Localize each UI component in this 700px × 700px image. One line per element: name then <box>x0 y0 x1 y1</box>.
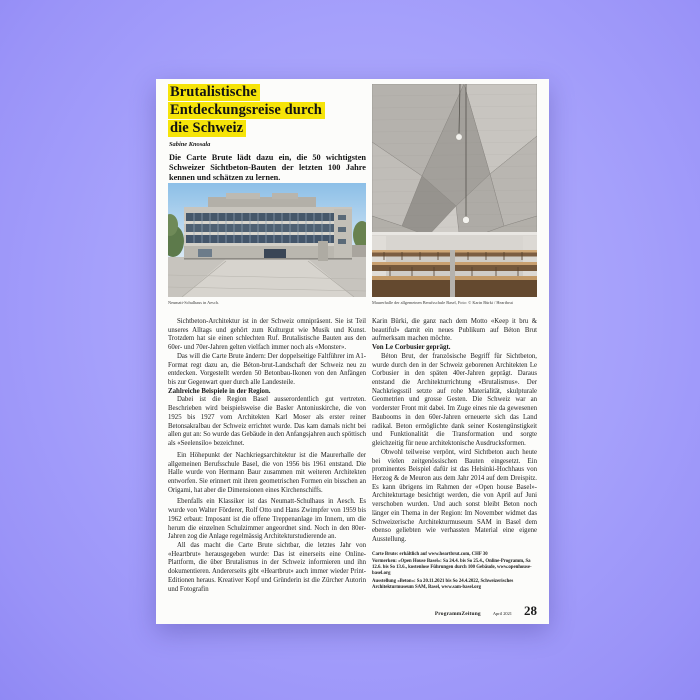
author-byline: Sabine Knosala <box>169 141 211 148</box>
article-column-left <box>168 318 366 594</box>
page-footer <box>435 604 537 617</box>
magazine-page <box>156 79 549 624</box>
headline-line-2: Entdeckungsreise durch <box>168 102 325 119</box>
paragraph: Béton Brut, der französische Begriff für Sichtbeton, wurde durch den in der Schweiz geborenen Architekten Le Corbusier in den späten 40er-Jahren geprägt. Daraus entstand die Architekturrichtung «Brutalismus». Der Nachkriegsstil setzte auf rohe Materialität, skulpturale Geometrien und grosse Gesten. Die Schweiz war an vorderster Front mit dabei. Im Zuge eines nie da gewesenen Baubooms in den 60er-Jahren erneuerte sich das Land radikal. Beton ermöglichte dank seiner Kostengünstigkeit und Funktionalität die Transformation und sorgte gleichzeitig für neue architektonische Ausdrucksformen. <box>372 352 537 448</box>
paragraph: Ein Höhepunkt der Nachkriegsarchitektur ist die Maurerhalle der allgemeinen Berufsschule Basel, die von 1956 bis 1961 entstand. Die Halle wurde von Hermann Baur zusammen mit weiteren Architekten entworfen. Sie erinnert mit ihren geometrischen Formen ein bisschen an Origami, hat aber die Dimensionen eines Kirchenschiffs. <box>168 451 366 494</box>
paragraph-continuation: Karin Bürki, die ganz nach dem Motto «Keep it bru & beautiful» damit ein neues Publikum auf Béton Brut aufmerksam machen möchte. <box>372 318 537 343</box>
paragraph: Ebenfalls ein Klassiker ist das Neumatt-Schulhaus in Aesch. Es wurde von Walter Förderer, Rolf Otto und Hans Zwimpfer von 1959 bis 1962 erbaut: Imposant ist die offene Treppenanlage im Innern, um die herum die einzelnen Schulzimmer angeordnet sind. Noch in den 80er-Jahren zog die Anlage regelmässig Architekturstudierende an. <box>168 498 366 541</box>
lead-paragraph: Die Carte Brute lädt dazu ein, die 50 wichtigsten Schweizer Sichtbeton-Bauten der letzten 100 Jahre kennen und schätzen zu lernen. <box>169 153 366 183</box>
page-number: 28 <box>524 603 537 618</box>
article-headline <box>168 84 368 138</box>
headline-line-1: Brutalistische <box>168 84 260 101</box>
school-building-photo <box>168 183 366 297</box>
info-box <box>372 552 537 591</box>
info-entry-open-house: Vormerken: «Open House Basel»: Sa 24.4. bis So 25.4., Online-Programm, Sa 12.6. bis So 13.6., kostenlose Führungen durch 100 Gebäude, www.openhouse-basel.org <box>372 559 532 577</box>
plaza-ground <box>168 257 366 297</box>
paragraph: All das macht die Carte Brute sichtbar, die letztes Jahr von «Heartbrut» herausgegeben wurde: Das ist einerseits eine Online-Plattform, die über Brutalismus in der Schweiz informieren und ihn dokumentieren. Andererseits gibt «Heartbrut» auch immer wieder Print-Editionen heraus. Kreativer Kopf und Gründerin ist die Zürcher Autorin und Fotografin <box>168 541 366 593</box>
info-entry-carte-brute: Carte Brute: erhältlich auf www.heartbrut.com, CHF 30 <box>372 551 488 557</box>
info-entry-exhibition: Ausstellung «Beton»: Sa 20.11.2021 bis So 24.4.2022, Schweizerisches Architekturmuseum SAM, Basel, www.sam-basel.org <box>372 578 514 590</box>
paragraph: Das will die Carte Brute ändern: Der doppelseitige Faltführer im A1-Format regt dazu an, die Béton-brut-Landschaft der Schweiz neu zu entdecken. Vorgestellt werden 50 Betonbau-Ikonen von den Anfängen bis zur Gegenwart quer durch alle Landesteile. <box>168 352 366 387</box>
left-photo-caption: Neumatt-Schulhaus in Aesch. <box>168 300 219 305</box>
section-subhead: Zahlreiche Beispiele in der Region. <box>168 387 271 395</box>
issue-date: April 2021 <box>492 611 512 616</box>
section-subhead: Von Le Corbusier geprägt. <box>372 344 451 352</box>
paragraph: Obwohl teilweise verpönt, wird Sichtbeton auch heute bei vielen zeitgenössischen Bauten eingesetzt. Ein prominentes Beispiel dafür ist das Helsinki-Hochhaus von Herzog & de Meuron aus dem Jahr 2014 auf dem Dreispitz. Es kann übrigens im Rahmen der «Open house Basel»-Architekturtage besichtigt werden, die von April auf Juni verschoben wurden. Und auch sonst bleibt Beton noch länger ein Thema in der Region: Im November widmet das Schweizerische Architekturmuseum SAM in Basel dem ebenso geliebten wie verhassten Material eine eigene Ausstellung. <box>372 448 537 543</box>
workshop-benches <box>372 232 537 297</box>
magazine-name: ProgrammZeitung <box>434 611 481 617</box>
paragraph: Sichtbeton-Architektur ist in der Schweiz omnipräsent. Sie ist Teil unseres Alltags und gehört zum Kulturgut wie Musik und Kunst. Trotzdem hat sie einen schlechten Ruf. Brutalistische Bauten aus den 60er- und 70er-Jahren gelten vielfach immer noch als «Monster». <box>168 318 366 352</box>
headline-line-3: die Schweiz <box>168 120 246 137</box>
concrete-hall-photo <box>372 84 537 297</box>
right-photo-caption: Maurerhalle der allgemeinen Berufsschule Basel, Foto: © Karin Bürki / Heartbrut <box>372 300 513 305</box>
article-column-right <box>372 318 537 592</box>
paragraph: Dabei ist die Region Basel ausserordentlich gut vertreten. Beschrieben wird beispielsweise die Basler Antoniuskirche, die von 1925 bis 1927 vom Architekten Karl Moser als erster reiner Betonsakralbau der Schweiz errichtet wurde. Das kam damals nicht bei allen gut an: So wurde das Gebäude in den Anfangsjahren auch spöttisch als «Seelensilo» bezeichnet. <box>168 396 367 448</box>
